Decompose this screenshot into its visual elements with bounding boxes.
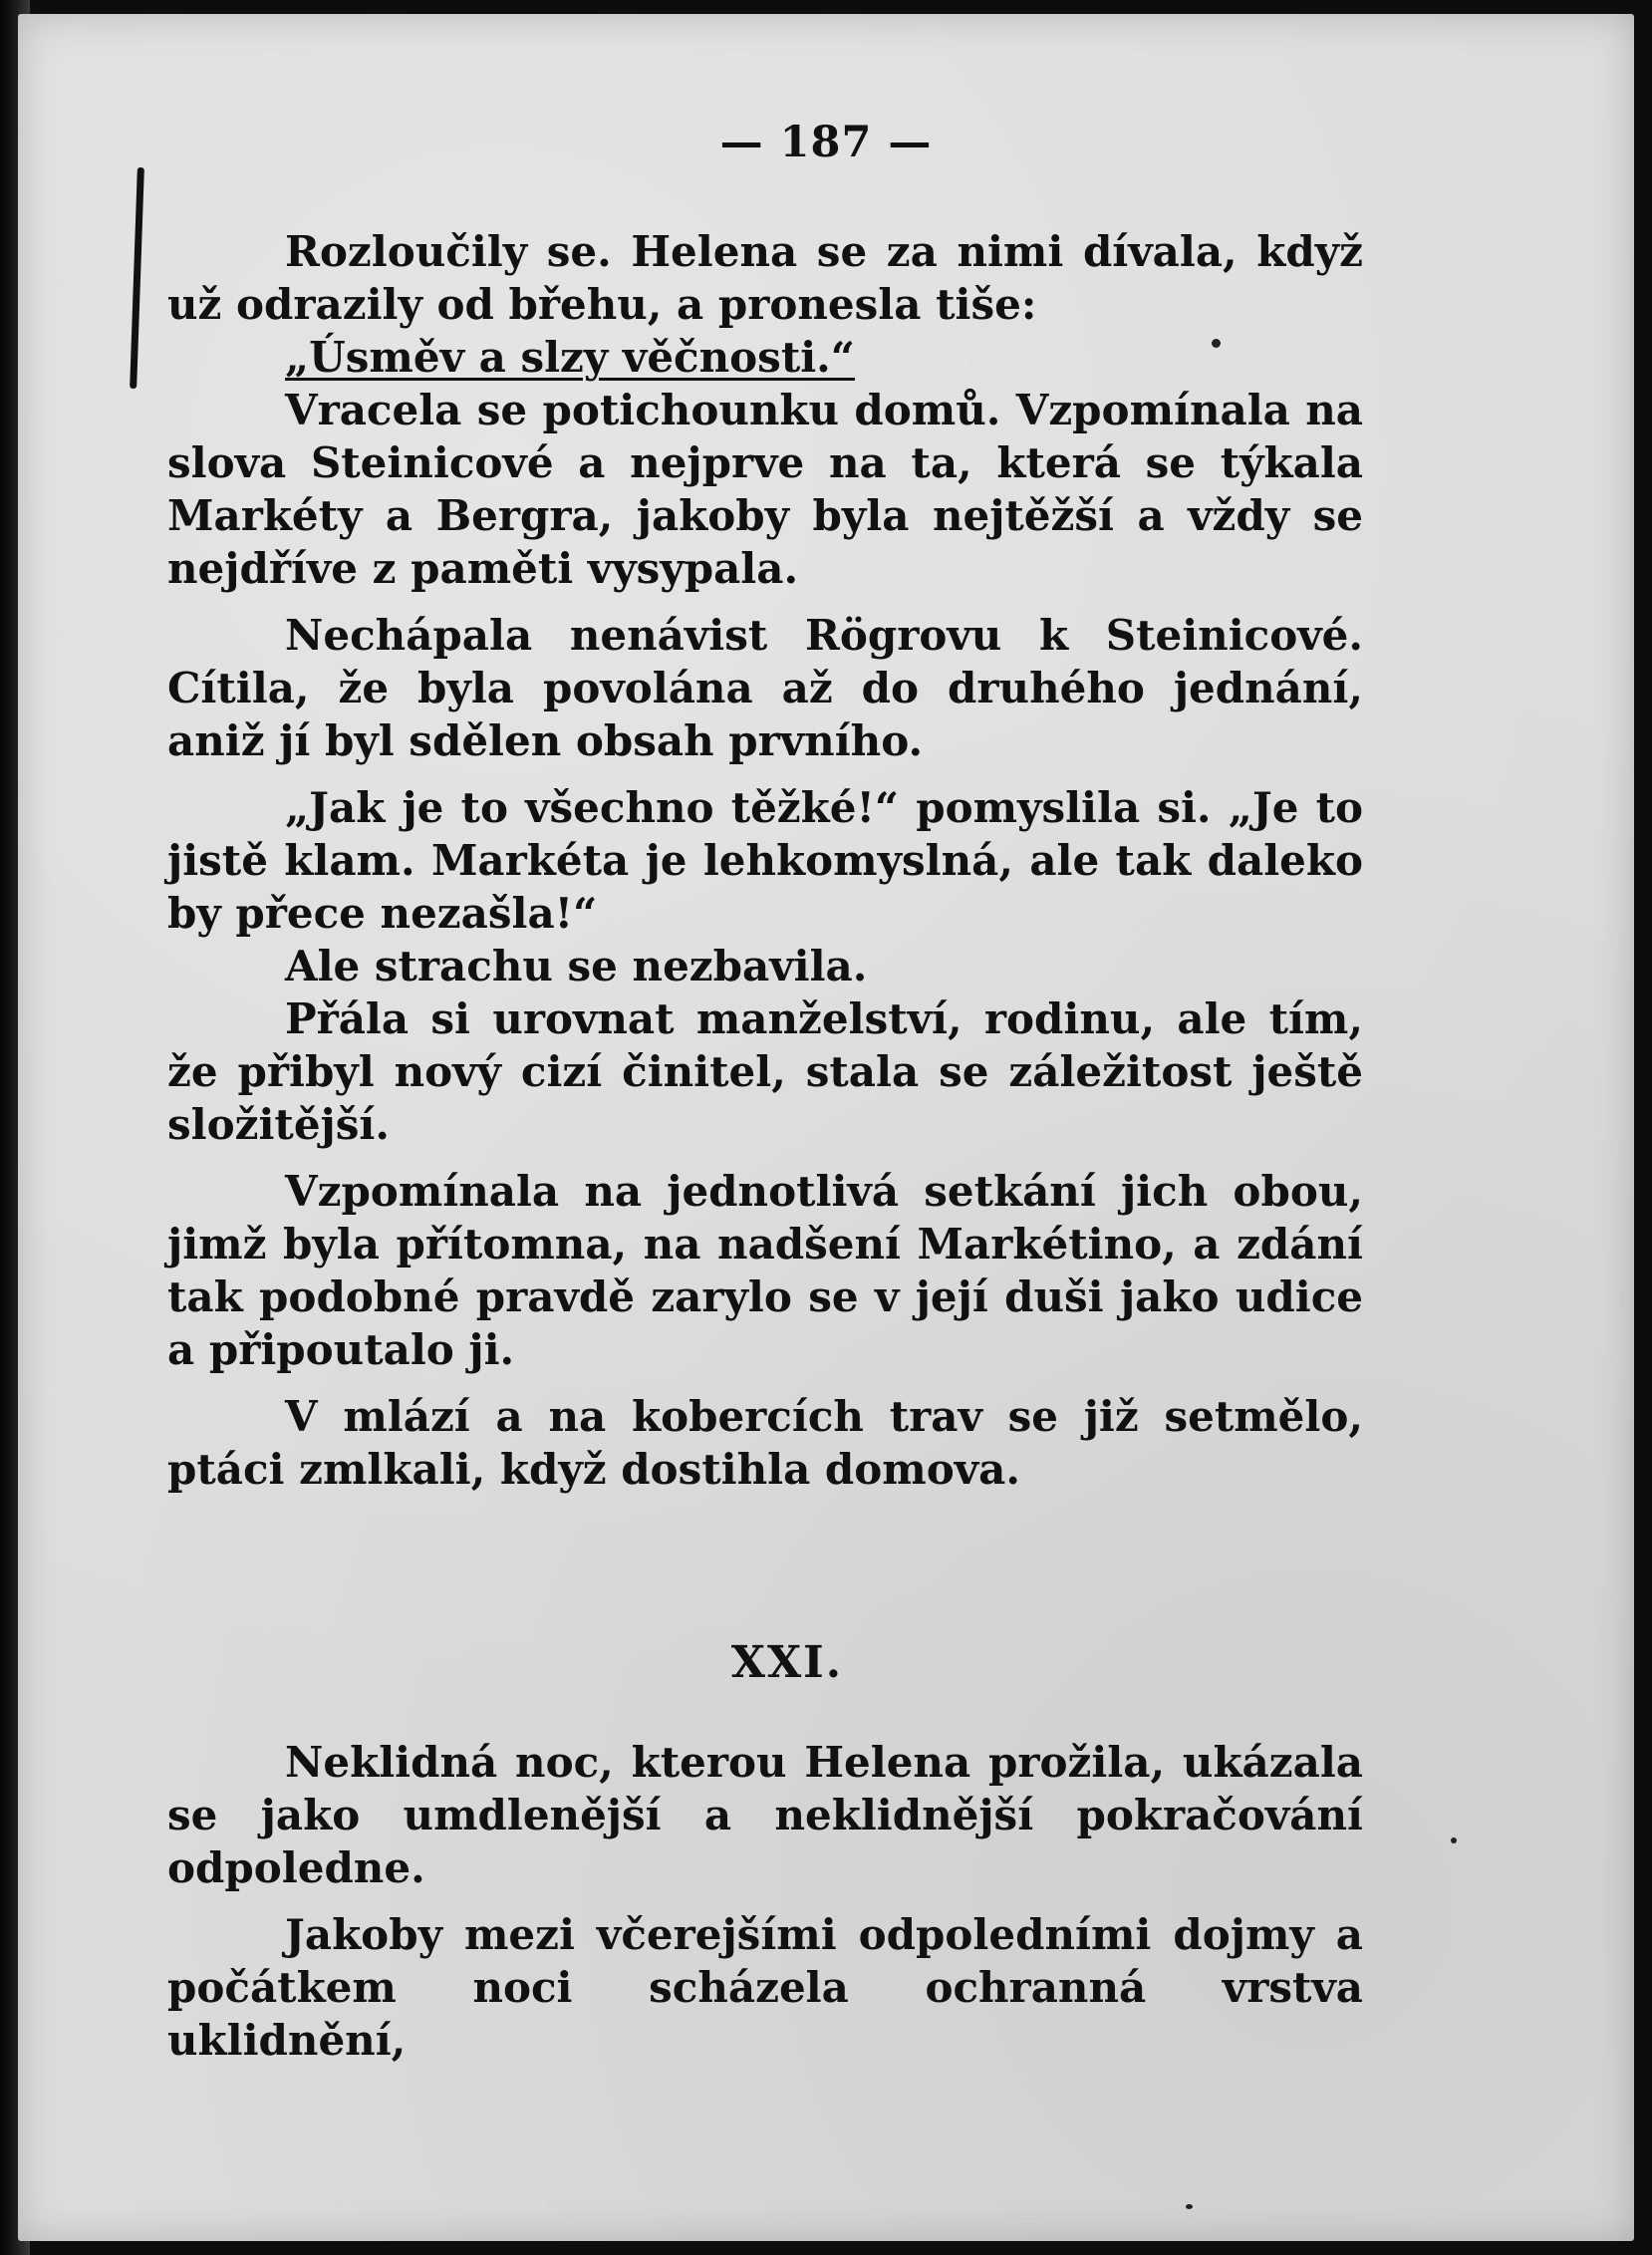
print-speck [1212,339,1221,348]
paragraph-quote [167,331,1363,384]
print-speck [1451,1837,1457,1843]
paragraph: Rozloučily se. Helena se za nimi dívala, když už odrazily od břehu, a pronesla tiše: [167,227,1363,329]
print-speck [1186,2204,1193,2209]
body-text [167,225,1363,1496]
chapter-text [167,1736,1363,2067]
page-number: — 187 — [719,118,933,167]
paragraph: Přála si urovnat manželství, rodinu, ale tím, že přibyl nový cizí činitel, stala se záležitost ještě složitější. [167,994,1363,1149]
paragraph: Neklidná noc, kterou Helena prožila, ukázala se jako umdlenější a neklidnější pokračování odpoledne. [167,1738,1363,1892]
paragraph: Jakoby mezi včerejšími odpoledními dojmy a počátkem noci scházela ochranná vrstva uklidnění, [167,1910,1363,2065]
paragraph: „Jak je to všechno těžké!“ pomyslila si. „Je to jistě klam. Markéta je lehkomyslná, ale tak daleko by přece nezašla!“ [167,783,1363,938]
paragraph: Vzpomínala na jednotlivá setkání jich obou, jimž byla přítomna, na nadšení Markétino, a zdání tak podobné pravdě zarylo se v její duši jako udice a připoutalo ji. [167,1167,1363,1374]
chapter-heading: XXI. [730,1637,844,1688]
paragraph: Ale strachu se nezbavila. [285,942,868,990]
paragraph: Vracela se potichounku domů. Vzpomínala na slova Steinicové a nejprve na ta, která se týkala Markéty a Bergra, jakoby byla nejtěžší a vždy se nejdříve z paměti vysypala. [167,386,1363,593]
paragraph: Nechápala nenávist Rögrovu k Steinicové. Cítila, že byla povolána až do druhého jednání, aniž jí byl sdělen obsah prvního. [167,611,1363,765]
underlined-quote: „Úsměv a slzy věčnosti.“ [285,333,855,382]
paragraph: V mlází a na kobercích trav se již setmělo, ptáci zmlkali, když dostihla domova. [167,1392,1363,1494]
